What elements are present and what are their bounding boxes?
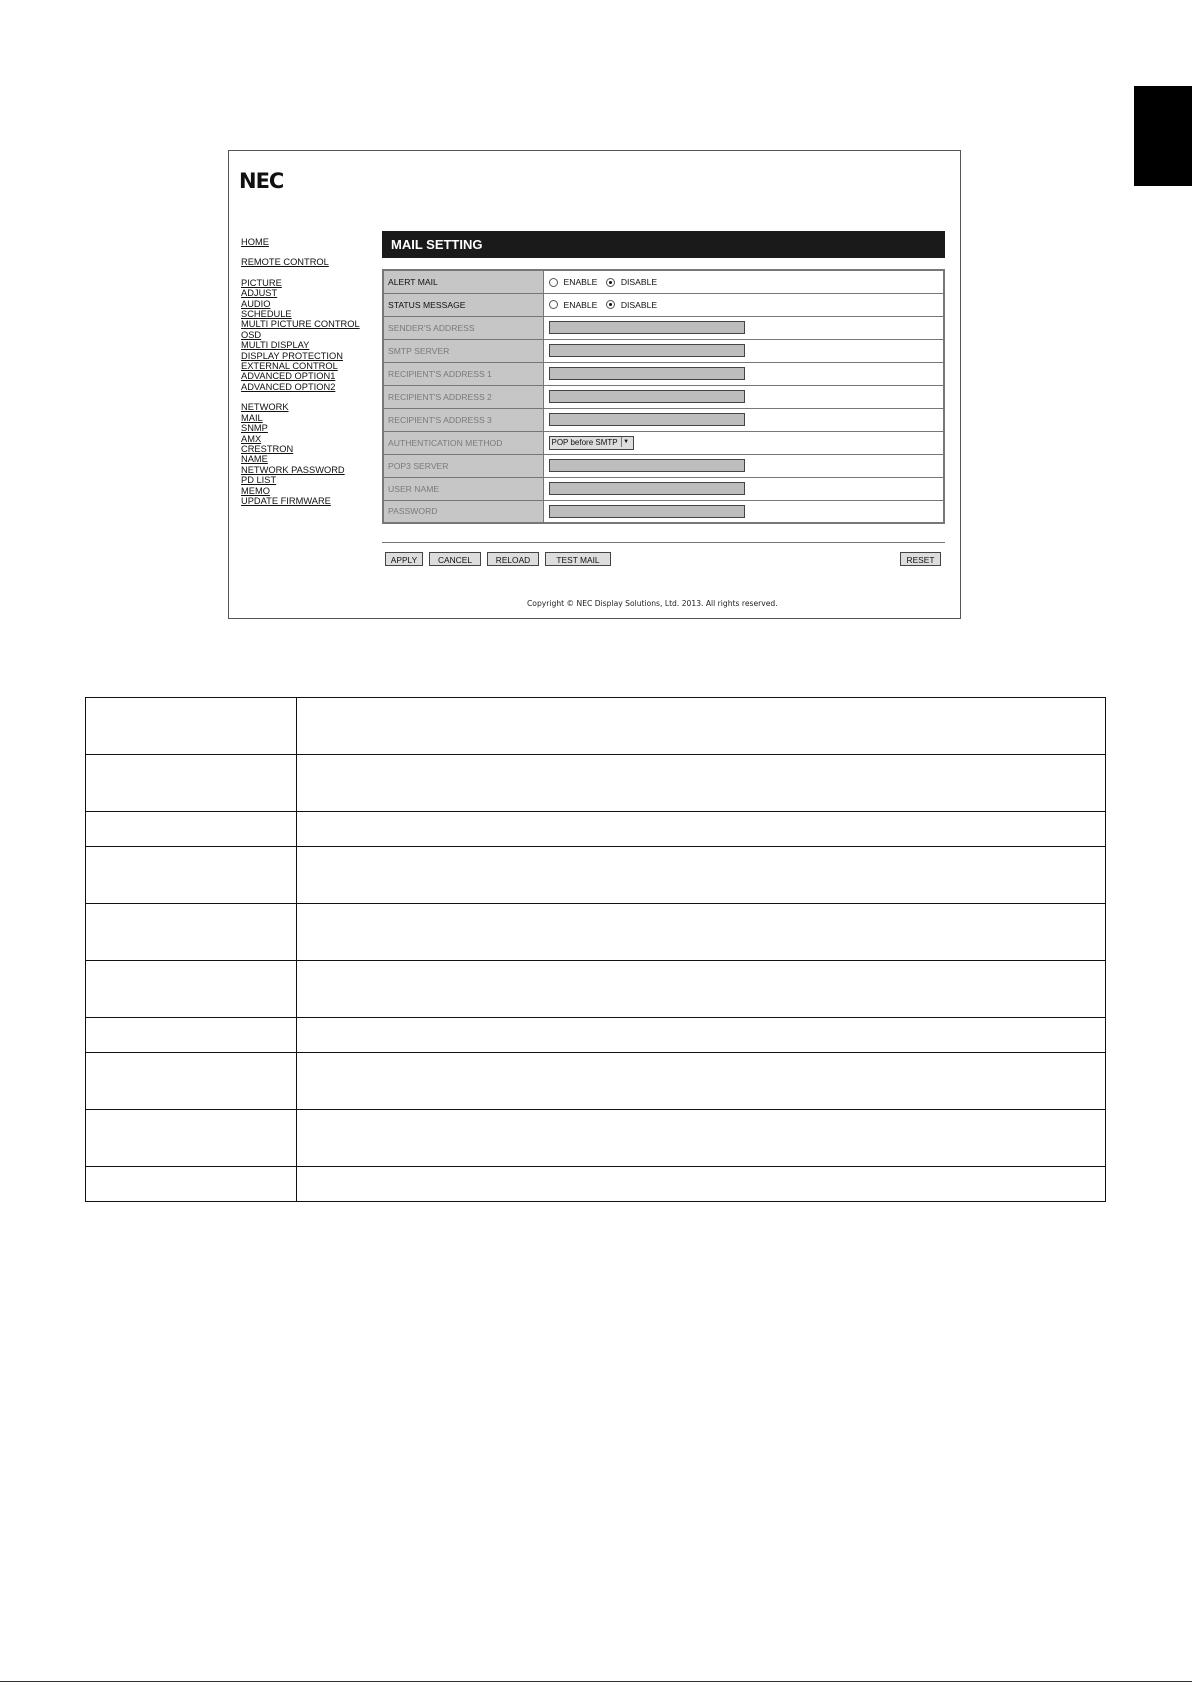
field-label: SENDER'S ADDRESS — [383, 316, 543, 339]
nav-link-osd[interactable]: OSD — [241, 329, 262, 340]
description-table — [85, 697, 1106, 1202]
field-label: RECIPIENT'S ADDRESS 2 — [383, 385, 543, 408]
radio-label: ENABLE — [563, 299, 598, 310]
field-label: ALERT MAIL — [383, 270, 543, 293]
table-cell — [86, 698, 297, 755]
table-row — [86, 755, 1106, 812]
table-row — [86, 1018, 1106, 1053]
nav-link-pd-list[interactable]: PD LIST — [241, 475, 277, 486]
table-row — [86, 1110, 1106, 1167]
select-value: POP before SMTP — [551, 437, 618, 447]
table-cell — [297, 961, 1106, 1018]
table-cell — [297, 755, 1106, 812]
nav-link-audio[interactable]: AUDIO — [241, 298, 271, 309]
radio-label: ENABLE — [563, 277, 598, 288]
recipients-address-1-input[interactable] — [549, 367, 745, 380]
table-row — [86, 904, 1106, 961]
field-label: USER NAME — [383, 477, 543, 500]
field-label: RECIPIENT'S ADDRESS 1 — [383, 362, 543, 385]
language-tab-marker — [1134, 86, 1192, 186]
field-label: RECIPIENT'S ADDRESS 3 — [383, 408, 543, 431]
copyright-text: Copyright © NEC Display Solutions, Ltd. 2013. All rights reserved. — [527, 599, 778, 608]
nav-link-network-password[interactable]: NETWORK PASSWORD — [241, 464, 345, 475]
form-row-recipients-address-2 — [383, 385, 944, 408]
field-value — [543, 477, 944, 500]
field-value — [543, 408, 944, 431]
table-cell — [297, 1053, 1106, 1110]
mail-settings-form — [382, 269, 945, 524]
test-mail-button[interactable]: TEST MAIL — [545, 552, 611, 566]
table-cell — [297, 904, 1106, 961]
form-row-authentication-method — [383, 431, 944, 454]
nav-link-network[interactable]: NETWORK — [241, 402, 289, 413]
table-cell — [297, 847, 1106, 904]
nav-link-amx[interactable]: AMX — [241, 433, 262, 444]
field-value — [543, 385, 944, 408]
smtp-server-input[interactable] — [549, 344, 745, 357]
table-cell — [86, 1110, 297, 1167]
form-row-recipients-address-3 — [383, 408, 944, 431]
reload-button[interactable]: RELOAD — [487, 552, 539, 566]
table-cell — [86, 904, 297, 961]
table-row — [86, 847, 1106, 904]
table-cell — [297, 812, 1106, 847]
cancel-button[interactable]: CANCEL — [429, 552, 481, 566]
table-cell — [297, 1167, 1106, 1202]
nav-link-picture[interactable]: PICTURE — [241, 277, 282, 288]
apply-button[interactable]: APPLY — [385, 552, 423, 566]
form-row-pop3-server — [383, 454, 944, 477]
field-label: STATUS MESSAGE — [383, 293, 543, 316]
pop3-server-input[interactable] — [549, 459, 745, 472]
nav-spacer — [241, 247, 381, 257]
field-value — [543, 431, 944, 454]
nav-link-crestron[interactable]: CRESTRON — [241, 443, 294, 454]
status-message-disable-radio[interactable] — [606, 300, 615, 309]
web-ui-screenshot — [228, 150, 961, 619]
field-label: PASSWORD — [383, 500, 543, 523]
nav-link-adjust[interactable]: ADJUST — [241, 288, 278, 299]
table-cell — [86, 961, 297, 1018]
table-row — [86, 1053, 1106, 1110]
chevron-down-icon[interactable]: ▼ — [621, 437, 631, 447]
table-cell — [297, 698, 1106, 755]
form-row-alert-mail — [383, 270, 944, 293]
table-cell — [297, 1018, 1106, 1053]
field-label: POP3 SERVER — [383, 454, 543, 477]
table-row — [86, 698, 1106, 755]
form-row-user-name — [383, 477, 944, 500]
nav-link-home[interactable]: HOME — [241, 237, 269, 247]
field-value — [543, 270, 944, 293]
nav-link-advanced-option1[interactable]: ADVANCED OPTION1 — [241, 371, 336, 382]
status-message-enable-radio[interactable] — [549, 300, 558, 309]
panel-title: MAIL SETTING — [382, 231, 945, 258]
form-row-smtp-server — [383, 339, 944, 362]
radio-label: DISABLE — [620, 277, 658, 288]
field-value — [543, 454, 944, 477]
recipients-address-2-input[interactable] — [549, 390, 745, 403]
divider — [382, 542, 945, 543]
field-value — [543, 362, 944, 385]
nav-link-multi-display[interactable]: MULTI DISPLAY — [241, 340, 310, 351]
nav-spacer — [241, 392, 381, 402]
user-name-input[interactable] — [549, 482, 745, 495]
nav-link-multi-picture-control[interactable]: MULTI PICTURE CONTROL — [241, 319, 360, 330]
form-row-password — [383, 500, 944, 523]
nav-link-schedule[interactable]: SCHEDULE — [241, 309, 292, 320]
form-row-status-message — [383, 293, 944, 316]
nav-link-name[interactable]: NAME — [241, 454, 268, 465]
nav-link-snmp[interactable]: SNMP — [241, 423, 268, 434]
table-cell — [86, 847, 297, 904]
recipients-address-3-input[interactable] — [549, 413, 745, 426]
alert-mail-enable-radio[interactable] — [549, 278, 558, 287]
table-cell — [86, 812, 297, 847]
reset-button[interactable]: RESET — [900, 552, 941, 566]
sidebar-nav — [241, 237, 381, 506]
table-cell — [86, 1167, 297, 1202]
nav-link-update-firmware[interactable]: UPDATE FIRMWARE — [241, 495, 331, 506]
nav-link-external-control[interactable]: EXTERNAL CONTROL — [241, 361, 338, 372]
table-cell — [86, 1053, 297, 1110]
table-row — [86, 812, 1106, 847]
form-row-senders-address — [383, 316, 944, 339]
field-value — [543, 500, 944, 523]
authentication-method-select[interactable] — [549, 436, 634, 450]
nav-link-advanced-option2[interactable]: ADVANCED OPTION2 — [241, 381, 336, 392]
nav-link-mail[interactable]: MAIL — [241, 412, 263, 423]
table-cell — [86, 755, 297, 812]
table-cell — [297, 1110, 1106, 1167]
field-value — [543, 339, 944, 362]
senders-address-input[interactable] — [549, 321, 745, 334]
field-value — [543, 316, 944, 339]
page-footer-rule — [0, 1681, 1192, 1682]
nav-spacer — [241, 268, 381, 278]
table-row — [86, 961, 1106, 1018]
field-label: SMTP SERVER — [383, 339, 543, 362]
radio-label: DISABLE — [620, 299, 658, 310]
alert-mail-disable-radio[interactable] — [606, 278, 615, 287]
nav-link-remote-control[interactable]: REMOTE CONTROL — [241, 257, 329, 268]
nav-link-memo[interactable]: MEMO — [241, 485, 270, 496]
table-cell — [86, 1018, 297, 1053]
table-row — [86, 1167, 1106, 1202]
nec-logo: NEC — [239, 169, 284, 193]
password-input[interactable] — [549, 505, 745, 518]
field-label: AUTHENTICATION METHOD — [383, 431, 543, 454]
nav-link-display-protection[interactable]: DISPLAY PROTECTION — [241, 350, 343, 361]
form-row-recipients-address-1 — [383, 362, 944, 385]
field-value — [543, 293, 944, 316]
